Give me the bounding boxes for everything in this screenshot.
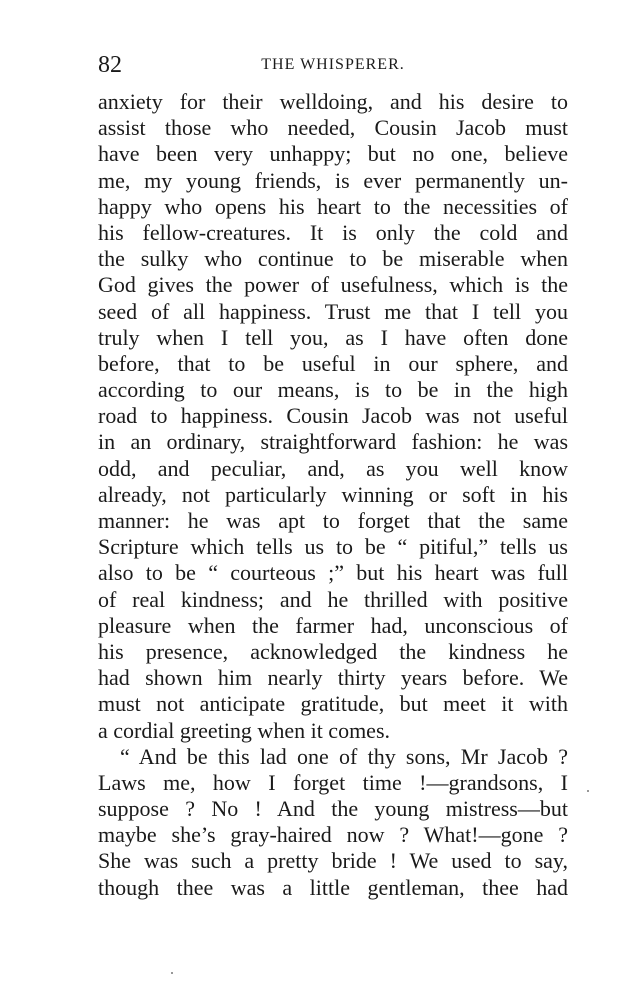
text-line: according to our means, is to be in the high [98, 377, 568, 403]
page-number: 82 [98, 52, 122, 78]
text-line: odd, and peculiar, and, as you well know [98, 455, 568, 481]
text-line: “ And be this lad one of thy sons, Mr Jacob ? [120, 743, 568, 769]
text-line: truly when I tell you, as I have often done [98, 324, 568, 350]
text-line: pleasure when the farmer had, unconscious of [98, 612, 568, 638]
ink-speck [587, 790, 589, 792]
body-text [98, 89, 568, 901]
text-line: the sulky who continue to be miserable when [98, 246, 568, 272]
text-line: must not anticipate gratitude, but meet it with [98, 691, 568, 717]
text-line: a cordial greeting when it comes. [98, 717, 391, 743]
text-line: though thee was a little gentleman, thee had [98, 874, 568, 900]
text-line: God gives the power of usefulness, which is the [98, 272, 568, 298]
text-line: also to be “ courteous ;” but his heart was full [98, 560, 568, 586]
text-line: anxiety for their welldoing, and his desire to [98, 89, 568, 114]
text-line: have been very unhappy; but no one, believe [98, 141, 568, 167]
running-head: THE WHISPERER. [261, 56, 405, 73]
text-line: of real kindness; and he thrilled with positive [98, 586, 568, 612]
text-line: Laws me, how I forget time !—grandsons, I [98, 769, 568, 795]
text-line: his presence, acknowledged the kindness he [98, 638, 568, 664]
text-line: suppose ? No ! And the young mistress—but [98, 796, 568, 822]
text-line: had shown him nearly thirty years before. We [98, 665, 568, 691]
text-line: happy who opens his heart to the necessities of [98, 193, 568, 219]
text-line: Scripture which tells us to be “ pitiful,” tells us [98, 534, 568, 560]
ink-speck [171, 972, 173, 974]
text-line: seed of all happiness. Trust me that I tell you [98, 298, 568, 324]
text-line: maybe she’s gray-haired now ? What!—gone ? [98, 822, 568, 848]
text-line: She was such a pretty bride ! We used to say, [98, 848, 568, 874]
text-line: road to happiness. Cousin Jacob was not useful [98, 403, 568, 429]
text-line: before, that to be useful in our sphere, and [98, 350, 568, 376]
text-line: already, not particularly winning or soft in his [98, 481, 568, 507]
text-line: assist those who needed, Cousin Jacob must [98, 115, 568, 141]
text-line: manner: he was apt to forget that the same [98, 508, 568, 533]
text-line: his fellow-creatures. It is only the cold and [98, 219, 568, 245]
text-line: in an ordinary, straightforward fashion: he was [98, 429, 568, 455]
page-header [98, 50, 568, 80]
text-line: me, my young friends, is ever permanently un- [98, 167, 568, 193]
